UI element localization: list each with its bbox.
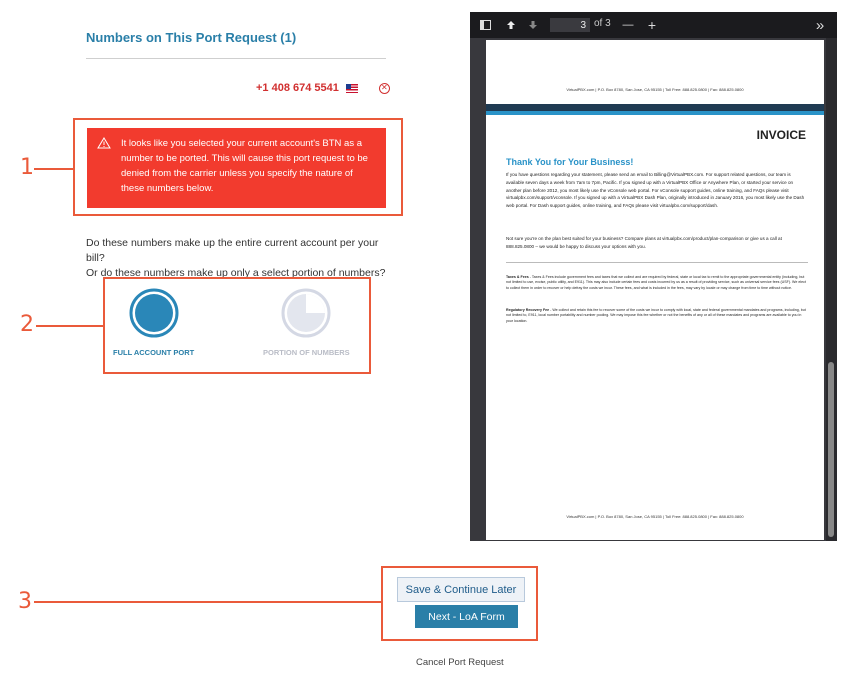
- question-line-2: Or do these numbers make up only a select portion of numbers?: [86, 267, 386, 279]
- btn-warning-alert: [87, 128, 386, 208]
- annotation-line-1: [34, 168, 73, 170]
- scrollbar-thumb[interactable]: [828, 362, 834, 537]
- recovery-label: Regulatory Recovery Fee: [506, 308, 550, 312]
- annotation-label-3: 3: [18, 589, 32, 614]
- previous-page-icon[interactable]: [504, 12, 518, 38]
- pdf-toolbar: [470, 12, 837, 38]
- port-number-row: [256, 82, 390, 94]
- cancel-port-request-link[interactable]: Cancel Port Request: [416, 657, 504, 668]
- port-type-question: [86, 236, 396, 281]
- option-portion-of-numbers[interactable]: [263, 288, 350, 357]
- fees-label: Taxes & Fees: [506, 275, 529, 279]
- more-tools-icon[interactable]: »: [815, 16, 825, 34]
- page-number-input[interactable]: [550, 18, 590, 32]
- remove-number-icon[interactable]: ✕: [379, 83, 390, 94]
- phone-number: +1 408 674 5541: [256, 82, 339, 94]
- annotation-label-2: 2: [20, 312, 34, 337]
- zoom-in-button[interactable]: +: [647, 17, 657, 33]
- fees-text: - Taxes & Fees include government fees and taxes that we collect and are required by federal, state or local tax to remit to the appropriate governmental entity (including, but not limited to use, excise, public utility, and E911). This may also include certain fees and costs incurred by us as a result of providing service, such as universal service fees (USF). We elect to collect them in order to recover or help defray the costs we incur. These fees, and what is included in the fees, may vary by locale or may change from time to time without notice.: [506, 275, 806, 290]
- question-line-1: Do these numbers make up the entire current account per your bill?: [86, 237, 379, 264]
- recovery-text: - We collect and retain this fee to recover some of the costs we incur to comply with local, state and federal governmental mandates and programs, including, but not limited to, E911, local number portability and number pooling. We may impose this fee whether or not the benefits of any or all of these mandates and programs are available to you in your location.: [506, 308, 806, 323]
- invoice-footer: VirtualPBX.com | P.O. Box 8780, San Jose, CA 95155 | Toll Free: 888.825.0800 | Fax: 888.825.0800: [566, 514, 744, 519]
- option-label: PORTION OF NUMBERS: [263, 348, 350, 357]
- next-page-icon[interactable]: [526, 12, 540, 38]
- invoice-header: VirtualPBX.com | P.O. Box 8780, San Jose, CA 95155 | Toll Free: 888.825.0800 | Fax: 888.825.0800: [566, 87, 744, 92]
- page-total: of 3: [594, 18, 611, 29]
- support-paragraph: If you have questions regarding your statement, please send an email to Billing@VirtualPBX.com. For support related questions, our team is available seven days a week from 7am to 7pm, Pacific. If you signed up with a VirtualPBX Office or Anywhere Plan, or started your service on another plan before 2012, you most likely use the vConsole web portal. For vConsole support guides, online training, and FAQs please visit virtualpbx.com/support/vconsole. If you signed up with a VirtualPBX Dash Plan, originally introduced in January 2016, you most likely use the Dash web portal. For Dash support guides, online training, and FAQs please visit virtualpbx.com/support/dash.: [506, 172, 805, 209]
- header-accent: [486, 111, 824, 115]
- invoice-title: INVOICE: [756, 128, 806, 142]
- annotation-line-2: [36, 325, 103, 327]
- invoice-page: [486, 40, 824, 540]
- fees-note: [506, 275, 808, 291]
- invoice-divider: [506, 262, 808, 263]
- zoom-out-button[interactable]: —: [622, 19, 634, 31]
- sidebar-toggle-icon[interactable]: [478, 12, 492, 38]
- partial-circle-icon: [281, 288, 331, 338]
- recovery-note: [506, 308, 808, 324]
- header-band: [486, 104, 824, 111]
- option-label: FULL ACCOUNT PORT: [113, 348, 195, 357]
- warning-icon: [97, 137, 111, 149]
- annotation-line-3: [34, 601, 381, 603]
- option-full-account-port[interactable]: [113, 288, 194, 357]
- section-title: Numbers on This Port Request (1): [86, 30, 297, 45]
- alert-text: It looks like you selected your current account's BTN as a number to be ported. This will cause this port request to be denied from the carrier unless you specify the nature of these numbers below.: [121, 138, 368, 194]
- divider: [86, 58, 386, 59]
- full-circle-icon: [129, 288, 179, 338]
- plan-paragraph: Not sure you're on the plan best suited for your business? Compare plans at virtualpbx.com/product/plan-comparison or give us a call at 888.825.0800 – we would be happy to discuss your options with you.: [506, 236, 782, 249]
- next-loa-form-button[interactable]: Next - LoA Form: [415, 605, 518, 628]
- us-flag-icon: [346, 84, 358, 93]
- save-continue-later-button[interactable]: Save & Continue Later: [397, 577, 525, 602]
- thank-you-heading: Thank You for Your Business!: [506, 157, 634, 167]
- annotation-label-1: 1: [20, 155, 34, 180]
- pdf-viewer: [470, 12, 837, 541]
